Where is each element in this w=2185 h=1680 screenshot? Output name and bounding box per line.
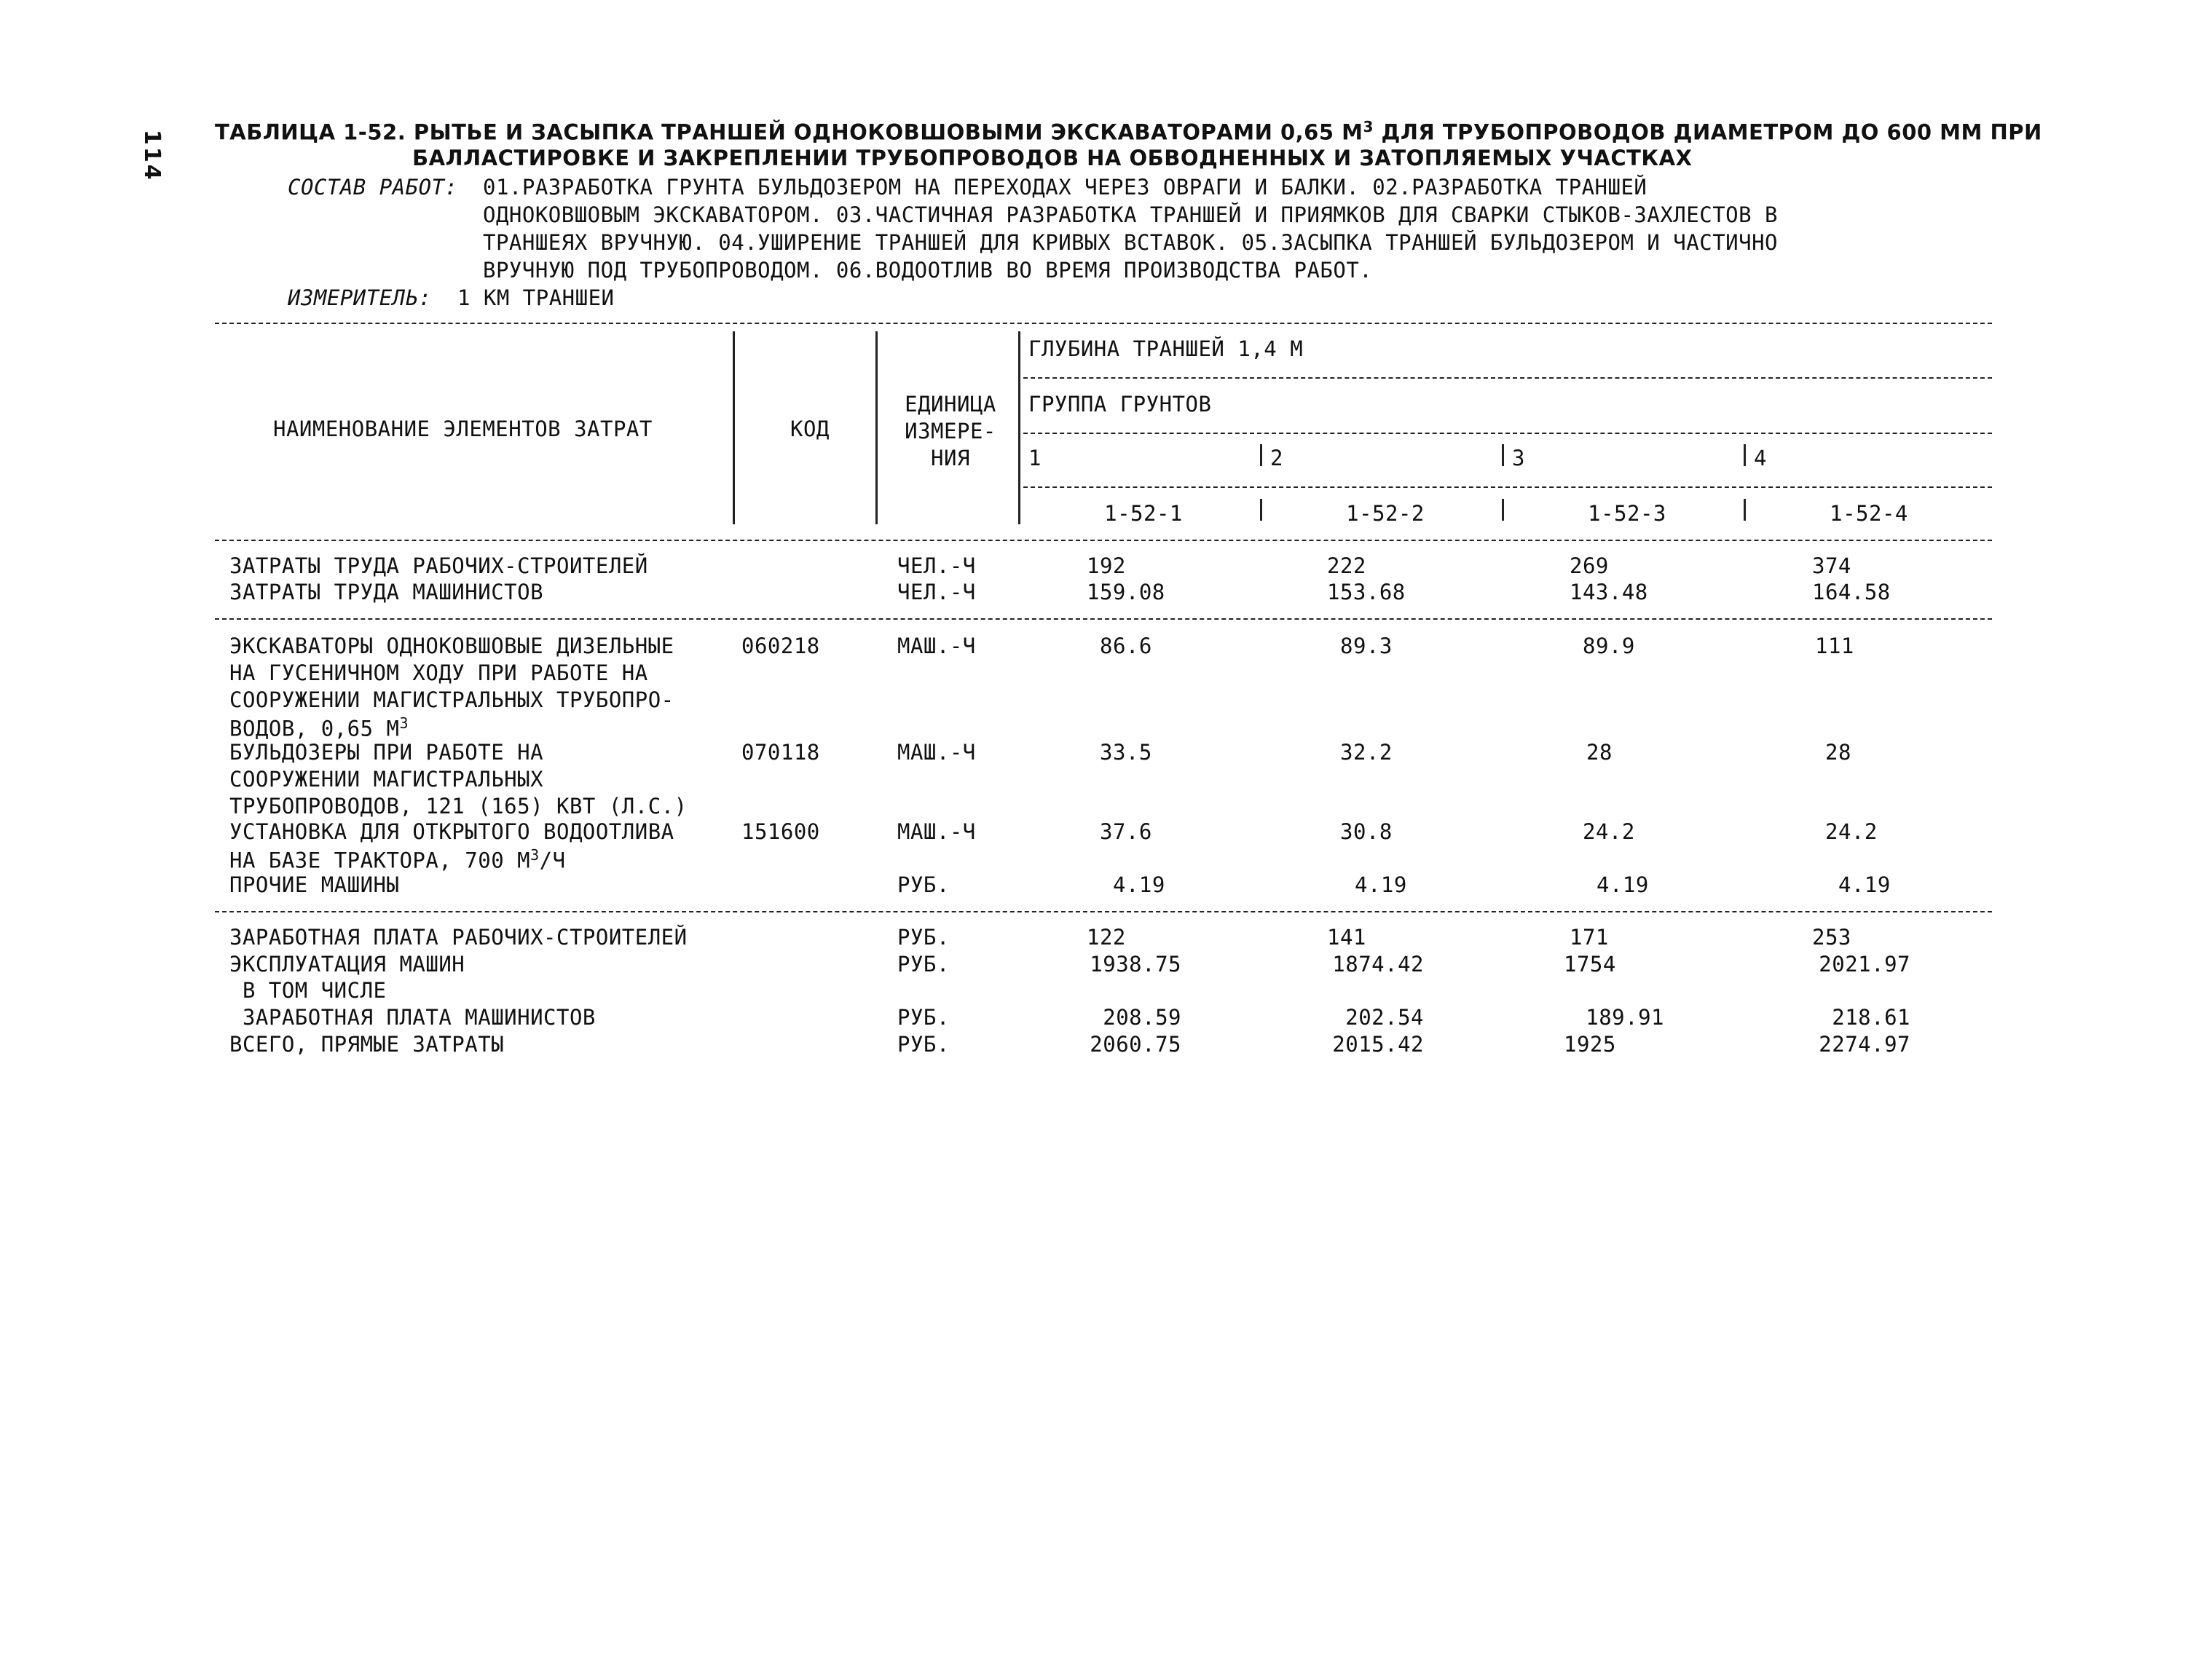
machine-4-val-4: 4.19 bbox=[1838, 872, 1891, 897]
labor-1-val-2: 222 bbox=[1327, 553, 1366, 578]
header-code-2: 1-52-2 bbox=[1346, 501, 1425, 526]
page-number: 114 bbox=[139, 130, 165, 182]
header-group-1: 1 bbox=[1028, 446, 1042, 470]
header-group-4: 4 bbox=[1754, 446, 1767, 470]
table-title-line1 bbox=[215, 118, 2042, 145]
header-unit-1: ЕДИНИЦА bbox=[905, 392, 996, 417]
vbar-code-3 bbox=[1502, 499, 1504, 521]
labor-unit-2: ЧЕЛ.-Ч bbox=[897, 580, 976, 604]
machine-2-line-2: СООРУЖЕНИИ МАГИСТРАЛЬНЫХ bbox=[229, 767, 544, 792]
machine-1-val-4: 111 bbox=[1815, 634, 1854, 658]
cost-4-val-2: 202.54 bbox=[1345, 1005, 1424, 1030]
machine-3-sup: 3 bbox=[530, 846, 540, 864]
vbar-code-4 bbox=[1744, 499, 1746, 521]
labor-2-val-2: 153.68 bbox=[1327, 580, 1406, 604]
cost-2-unit: РУБ. bbox=[897, 952, 950, 977]
labor-1-val-3: 269 bbox=[1570, 553, 1609, 578]
header-unit-2: ИЗМЕРЕ- bbox=[905, 419, 996, 443]
rule-top bbox=[215, 323, 1992, 324]
title-line1-sup: 3 bbox=[1363, 118, 1374, 135]
machine-3-line-1: УСТАНОВКА ДЛЯ ОТКРЫТОГО ВОДООТЛИВА bbox=[229, 819, 674, 844]
labor-2-val-3: 143.48 bbox=[1570, 580, 1648, 604]
machine-2-line-1: БУЛЬДОЗЕРЫ ПРИ РАБОТЕ НА bbox=[229, 740, 544, 765]
labor-name-1: ЗАТРАТЫ ТРУДА РАБОЧИХ-СТРОИТЕЛЕЙ bbox=[229, 553, 648, 578]
machine-3-val-1: 37.6 bbox=[1100, 819, 1152, 844]
cost-2-val-1: 1938.75 bbox=[1090, 952, 1181, 977]
machine-3-line-2-text: НА БАЗЕ ТРАКТОРА, 700 М bbox=[229, 848, 531, 873]
cost-1-val-2: 141 bbox=[1327, 925, 1366, 950]
header-depth: ГЛУБИНА ТРАНШЕЙ 1,4 М bbox=[1028, 336, 1304, 361]
labor-2-val-1: 159.08 bbox=[1087, 580, 1165, 604]
machine-3-val-2: 30.8 bbox=[1340, 819, 1393, 844]
vbar-code-2 bbox=[1260, 499, 1262, 521]
title-line1-tail: ДЛЯ ТРУБОПРОВОДОВ ДИАМЕТРОМ ДО 600 ММ ПРИ bbox=[1373, 119, 2042, 145]
cost-1-val-4: 253 bbox=[1812, 925, 1851, 950]
rule-labor-bottom bbox=[215, 618, 1992, 620]
rule-codes bbox=[1023, 486, 1992, 488]
machine-4-val-3: 4.19 bbox=[1597, 872, 1649, 897]
header-code-1: 1-52-1 bbox=[1104, 501, 1183, 526]
machine-1-line-4-text: ВОДОВ, 0,65 М bbox=[229, 716, 400, 741]
cost-4-name: ЗАРАБОТНАЯ ПЛАТА МАШИНИСТОВ bbox=[229, 1005, 596, 1030]
header-soil-group: ГРУППА ГРУНТОВ bbox=[1028, 392, 1212, 417]
cost-5-val-2: 2015.42 bbox=[1332, 1032, 1424, 1057]
machine-2-unit: МАШ.-Ч bbox=[897, 740, 976, 765]
machine-3-val-3: 24.2 bbox=[1583, 819, 1635, 844]
composition-line-1: 01.РАЗРАБОТКА ГРУНТА БУЛЬДОЗЕРОМ НА ПЕРЕХОДАХ ЧЕРЕЗ ОВРАГИ И БАЛКИ. 02.РАЗРАБОТКА ТРАНШЕЙ bbox=[483, 175, 1647, 200]
machine-2-val-3: 28 bbox=[1586, 740, 1613, 765]
machine-4-unit: РУБ. bbox=[897, 872, 950, 897]
header-code: КОД bbox=[790, 417, 830, 441]
machine-2-val-4: 28 bbox=[1825, 740, 1851, 765]
machine-2-line-3: ТРУБОПРОВОДОВ, 121 (165) КВТ (Л.С.) bbox=[229, 794, 688, 819]
machine-4-val-1: 4.19 bbox=[1113, 872, 1165, 897]
cost-2-val-3: 1754 bbox=[1564, 952, 1616, 977]
machine-1-line-3: СООРУЖЕНИИ МАГИСТРАЛЬНЫХ ТРУБОПРО- bbox=[229, 687, 674, 712]
machine-3-unit: МАШ.-Ч bbox=[897, 819, 976, 844]
labor-unit-1: ЧЕЛ.-Ч bbox=[897, 553, 976, 578]
machine-1-val-3: 89.9 bbox=[1583, 634, 1635, 658]
labor-2-val-4: 164.58 bbox=[1812, 580, 1891, 604]
header-code-4: 1-52-4 bbox=[1830, 501, 1908, 526]
machine-3-val-4: 24.2 bbox=[1825, 819, 1878, 844]
machine-1-unit: МАШ.-Ч bbox=[897, 634, 976, 658]
vbar-code bbox=[875, 331, 878, 524]
cost-4-val-4: 218.61 bbox=[1832, 1005, 1910, 1030]
cost-5-val-1: 2060.75 bbox=[1090, 1032, 1181, 1057]
vbar-group-3 bbox=[1502, 444, 1504, 466]
machine-2-val-1: 33.5 bbox=[1100, 740, 1152, 765]
cost-4-val-1: 208.59 bbox=[1103, 1005, 1181, 1030]
machine-3-code: 151600 bbox=[741, 819, 820, 844]
rule-header-bottom bbox=[215, 540, 1992, 541]
machine-3-line-2 bbox=[229, 846, 566, 873]
vbar-name bbox=[733, 331, 735, 524]
machine-2-code: 070118 bbox=[741, 740, 820, 765]
cost-4-unit: РУБ. bbox=[897, 1005, 950, 1030]
machine-4-val-2: 4.19 bbox=[1355, 872, 1407, 897]
cost-3-name: В ТОМ ЧИСЛЕ bbox=[229, 978, 387, 1003]
cost-5-val-4: 2274.97 bbox=[1819, 1032, 1910, 1057]
composition-label: СОСТАВ РАБОТ: bbox=[288, 175, 458, 200]
cost-1-val-1: 122 bbox=[1087, 925, 1126, 950]
machine-1-line-1: ЭКСКАВАТОРЫ ОДНОКОВШОВЫЕ ДИЗЕЛЬНЫЕ bbox=[229, 634, 674, 658]
vbar-unit bbox=[1018, 331, 1020, 524]
cost-2-name: ЭКСПЛУАТАЦИЯ МАШИН bbox=[229, 952, 465, 977]
title-line1-text: ТАБЛИЦА 1-52. РЫТЬЕ И ЗАСЫПКА ТРАНШЕЙ ОДНОКОВШОВЫМИ ЭКСКАВАТОРАМИ 0,65 М bbox=[215, 119, 1363, 145]
composition-line-2: ОДНОКОВШОВЫМ ЭКСКАВАТОРОМ. 03.ЧАСТИЧНАЯ РАЗРАБОТКА ТРАНШЕЙ И ПРИЯМКОВ ДЛЯ СВАРКИ СТЫКОВ-ЗАХЛЕСТОВ В bbox=[483, 202, 1778, 227]
machine-2-val-2: 32.2 bbox=[1340, 740, 1393, 765]
cost-5-unit: РУБ. bbox=[897, 1032, 950, 1057]
header-code-3: 1-52-3 bbox=[1588, 501, 1666, 526]
rule-depth bbox=[1023, 377, 1992, 379]
machine-1-line-2: НА ГУСЕНИЧНОМ ХОДУ ПРИ РАБОТЕ НА bbox=[229, 660, 648, 685]
vbar-group-4 bbox=[1744, 444, 1746, 466]
labor-1-val-4: 374 bbox=[1812, 553, 1851, 578]
table-title-line2: БАЛЛАСТИРОВКЕ И ЗАКРЕПЛЕНИИ ТРУБОПРОВОДОВ НА ОБВОДНЕННЫХ И ЗАТОПЛЯЕМЫХ УЧАСТКАХ bbox=[412, 146, 1693, 170]
machine-1-sup: 3 bbox=[399, 714, 409, 732]
cost-1-val-3: 171 bbox=[1570, 925, 1609, 950]
header-unit-3: НИЯ bbox=[931, 446, 970, 470]
rule-machines-bottom bbox=[215, 911, 1992, 912]
cost-1-name: ЗАРАБОТНАЯ ПЛАТА РАБОЧИХ-СТРОИТЕЛЕЙ bbox=[229, 925, 688, 950]
machine-1-val-1: 86.6 bbox=[1100, 634, 1152, 658]
cost-4-val-3: 189.91 bbox=[1586, 1005, 1664, 1030]
cost-2-val-2: 1874.42 bbox=[1332, 952, 1424, 977]
header-group-3: 3 bbox=[1512, 446, 1525, 470]
cost-5-name: ВСЕГО, ПРЯМЫЕ ЗАТРАТЫ bbox=[229, 1032, 505, 1057]
header-name: НАИМЕНОВАНИЕ ЭЛЕМЕНТОВ ЗАТРАТ bbox=[273, 417, 653, 441]
cost-5-val-3: 1925 bbox=[1564, 1032, 1616, 1057]
machine-3-sup-tail: /Ч bbox=[539, 848, 566, 873]
measure-label: ИЗМЕРИТЕЛЬ: bbox=[288, 285, 432, 310]
machine-1-code: 060218 bbox=[741, 634, 820, 658]
cost-1-unit: РУБ. bbox=[897, 925, 950, 950]
composition-line-3: ТРАНШЕЯХ ВРУЧНУЮ. 04.УШИРЕНИЕ ТРАНШЕЙ ДЛЯ КРИВЫХ ВСТАВОК. 05.ЗАСЫПКА ТРАНШЕЙ БУЛЬДОЗЕРОМ И ЧАСТИЧНО bbox=[483, 230, 1778, 255]
machine-4-line-1: ПРОЧИЕ МАШИНЫ bbox=[229, 872, 400, 897]
header-group-2: 2 bbox=[1270, 446, 1283, 470]
labor-1-val-1: 192 bbox=[1087, 553, 1126, 578]
vbar-group-2 bbox=[1260, 444, 1262, 466]
labor-name-2: ЗАТРАТЫ ТРУДА МАШИНИСТОВ bbox=[229, 580, 544, 604]
machine-1-val-2: 89.3 bbox=[1340, 634, 1393, 658]
machine-1-line-4 bbox=[229, 714, 409, 741]
measure-value: 1 КМ ТРАНШЕИ bbox=[457, 285, 615, 310]
cost-2-val-4: 2021.97 bbox=[1819, 952, 1910, 977]
composition-line-4: ВРУЧНУЮ ПОД ТРУБОПРОВОДОМ. 06.ВОДООТЛИВ ВО ВРЕМЯ ПРОИЗВОДСТВА РАБОТ. bbox=[483, 258, 1373, 283]
rule-groups bbox=[1023, 433, 1992, 434]
